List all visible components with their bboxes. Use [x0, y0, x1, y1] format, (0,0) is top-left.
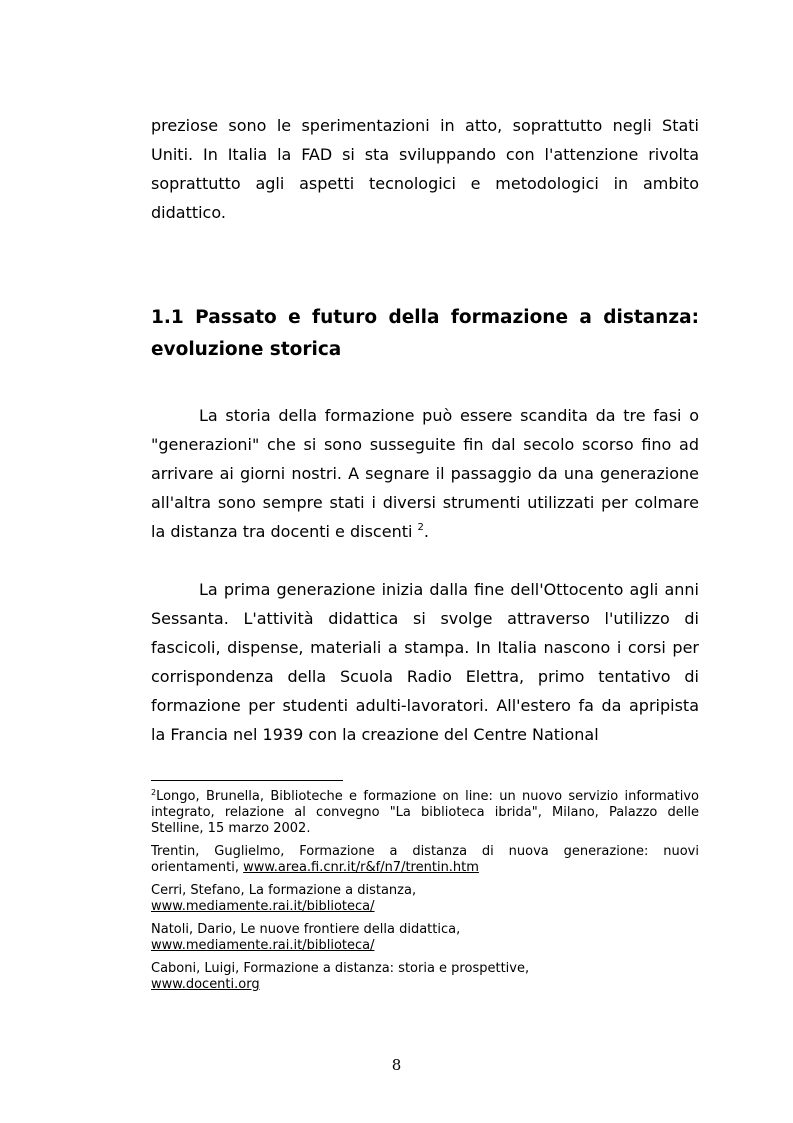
footnote-1-text: Longo, Brunella, Biblioteche e formazione on line: un nuovo servizio informativo integrato, relazione al convegno "La biblioteca ibrida", Milano, Palazzo delle Stelline, 15 marzo 2002. [151, 789, 699, 836]
footnote-3-text: Cerri, Stefano, La formazione a distanza, [151, 883, 417, 898]
footnote-5-text: Caboni, Luigi, Formazione a distanza: storia e prospettive, [151, 961, 530, 976]
paragraph-generations-end: . [423, 522, 429, 541]
section-heading: 1.1 Passato e futuro della formazione a distanza: evoluzione storica [151, 307, 699, 360]
intro-paragraph: preziose sono le sperimentazioni in atto, soprattutto negli Stati Uniti. In Italia la FAD si sta sviluppando con l'attenzione rivolta soprattutto agli aspetti tecnologici e metodologici in ambito didattico. [151, 116, 699, 222]
footnote-separator [151, 780, 343, 781]
footnote-3 [151, 883, 699, 915]
footnote-reference[interactable]: 2 [417, 522, 424, 533]
footnote-5 [151, 961, 699, 993]
footnote-1 [151, 789, 699, 837]
footnote-4-text: Natoli, Dario, Le nuove frontiere della didattica, [151, 922, 461, 937]
footnote-2-link[interactable]: www.area.fi.cnr.it/r&f/n7/trentin.htm [243, 860, 479, 875]
footnotes [151, 789, 699, 1000]
footnote-5-link[interactable]: www.docenti.org [151, 977, 260, 992]
page-number: 8 [391, 1056, 402, 1074]
paragraph-generations [151, 401, 699, 546]
paragraph-first-generation: La prima generazione inizia dalla fine dell'Ottocento agli anni Sessanta. L'attività didattica si svolge attraverso l'utilizzo di fascicoli, dispense, materiali a stampa. In Italia nascono i corsi per corrispondenza della Scuola Radio Elettra, primo tentativo di formazione per studenti adulti-lavoratori. All'estero fa da apripista la Francia nel 1939 con la creazione del Centre National [151, 580, 699, 744]
footnote-3-link[interactable]: www.mediamente.rai.it/biblioteca/ [151, 899, 375, 914]
footnote-4-link[interactable]: www.mediamente.rai.it/biblioteca/ [151, 938, 375, 953]
paragraph-generations-text: La storia della formazione può essere scandita da tre fasi o "generazioni" che si sono susseguite fin dal secolo scorso fino ad arrivare ai giorni nostri. A segnare il passaggio da una generazione all'altra sono sempre stati i diversi strumenti utilizzati per colmare la distanza tra docenti e discenti [151, 406, 699, 541]
footnote-2 [151, 844, 699, 876]
footnote-number: 2 [151, 788, 157, 797]
footnote-2-text: Trentin, Guglielmo, Formazione a distanza di nuova generazione: nuovi orientamenti, [151, 844, 699, 875]
footnote-4 [151, 922, 699, 954]
